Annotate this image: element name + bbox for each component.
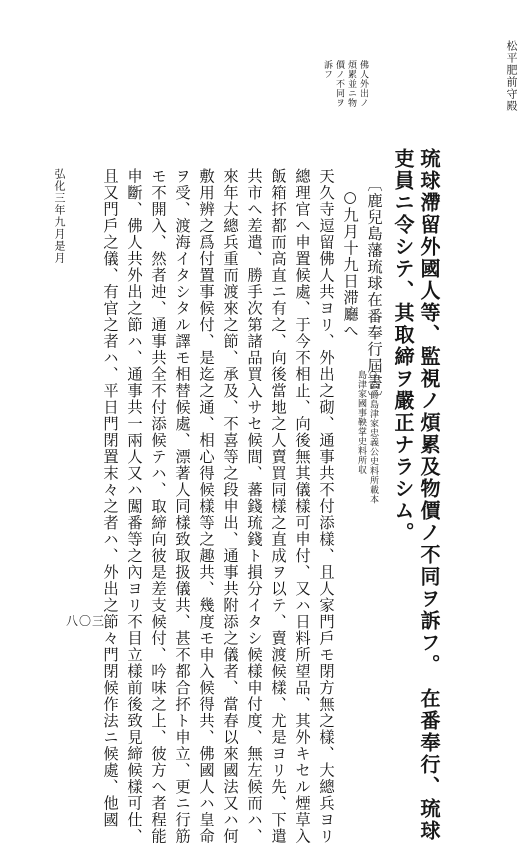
margin-note-3: 價ノ不同ヲ xyxy=(334,60,344,108)
body-line-9: 申斷、佛人共外出之節ハ、通事共一兩人又ハ闖番等之內ヨリ不目立樣前後致見締候樣可仕、 xyxy=(125,168,143,845)
body-line-5: 來年大總兵重而渡來之節、承及、不喜等之段申出、通事共附添之儀者、當春以來國法又ハ何 xyxy=(221,168,239,845)
source-subnote-2: 島津家國事鞅掌史料所収 xyxy=(356,370,366,475)
document-title-line-1: 琉球滯留外國人等、監視ノ煩累及物價ノ不同ヲ訴フ。 在番奉行、琉球 xyxy=(417,148,441,842)
source-subnote-1: ○公爵島津家忠義公史料所載本 xyxy=(368,370,378,504)
body-line-6: 敷用辨之爲付置事候付、是迄之通、相心得候樣等之趣共、幾度モ申入候得共、佛國人ハ皇命 xyxy=(197,168,215,845)
margin-note-4: 訴フ xyxy=(322,60,332,79)
body-line-7: ヲ受、渡海イタシタル譯モ相替候處、漂著人同樣致取扱儀共、甚不都合抔ト申立、更ニ行筋 xyxy=(173,168,191,845)
source-citation: 〔鹿兒島藩琉球在番奉行屆書〕 xyxy=(365,176,383,407)
margin-note-1: 佛人外出ノ xyxy=(358,60,368,108)
body-line-3: 飯箱抔都而高直ニ有之、向後當地之人賣買同樣之直成ヲ以テ、賣渡候樣、尤是ヨリ先、下遣 xyxy=(269,168,287,845)
body-line-10: 且又門戶之儀、有官之者ハ、平日門閉置末々之者ハ、外出之節々門閉候作法ニ候處、他國 xyxy=(101,168,119,828)
document-title-line-2: 吏員ニ令シテ、其取締ヲ嚴正ナラシム。 xyxy=(391,148,415,544)
date-line: 弘化三年九月是月 xyxy=(53,168,66,264)
body-line-4: 共市へ差遣、勝手次第諸品買入サセ候間、蕃錢琉錢ト損分イタシ候樣申付度、無左候而ハ、 xyxy=(245,168,263,845)
page-number: 八〇三 xyxy=(66,614,106,628)
body-line-2: 總理官へ申置候處、于今不相止、向後無其儀樣可申付、又ハ日料所望品、其外キセル煙草入 xyxy=(293,168,311,845)
body-line-8: モ不開入、然者迚、通事共全不付添候テハ、取締向彼是差支候付、吟味之上、彼方へ者程能 xyxy=(149,168,167,845)
body-line-1: 天久寺逗留佛人共ヨリ、外出之砌、通事共不付添樣、且人家門戶モ閉方無之樣、大總兵ヨリ xyxy=(317,168,335,845)
date-heading: ○九月十九日滞廳へ xyxy=(341,188,359,340)
sender-heading: 松平肥前守殿 xyxy=(505,40,518,112)
margin-note-2: 煩累並ニ物 xyxy=(346,60,356,108)
